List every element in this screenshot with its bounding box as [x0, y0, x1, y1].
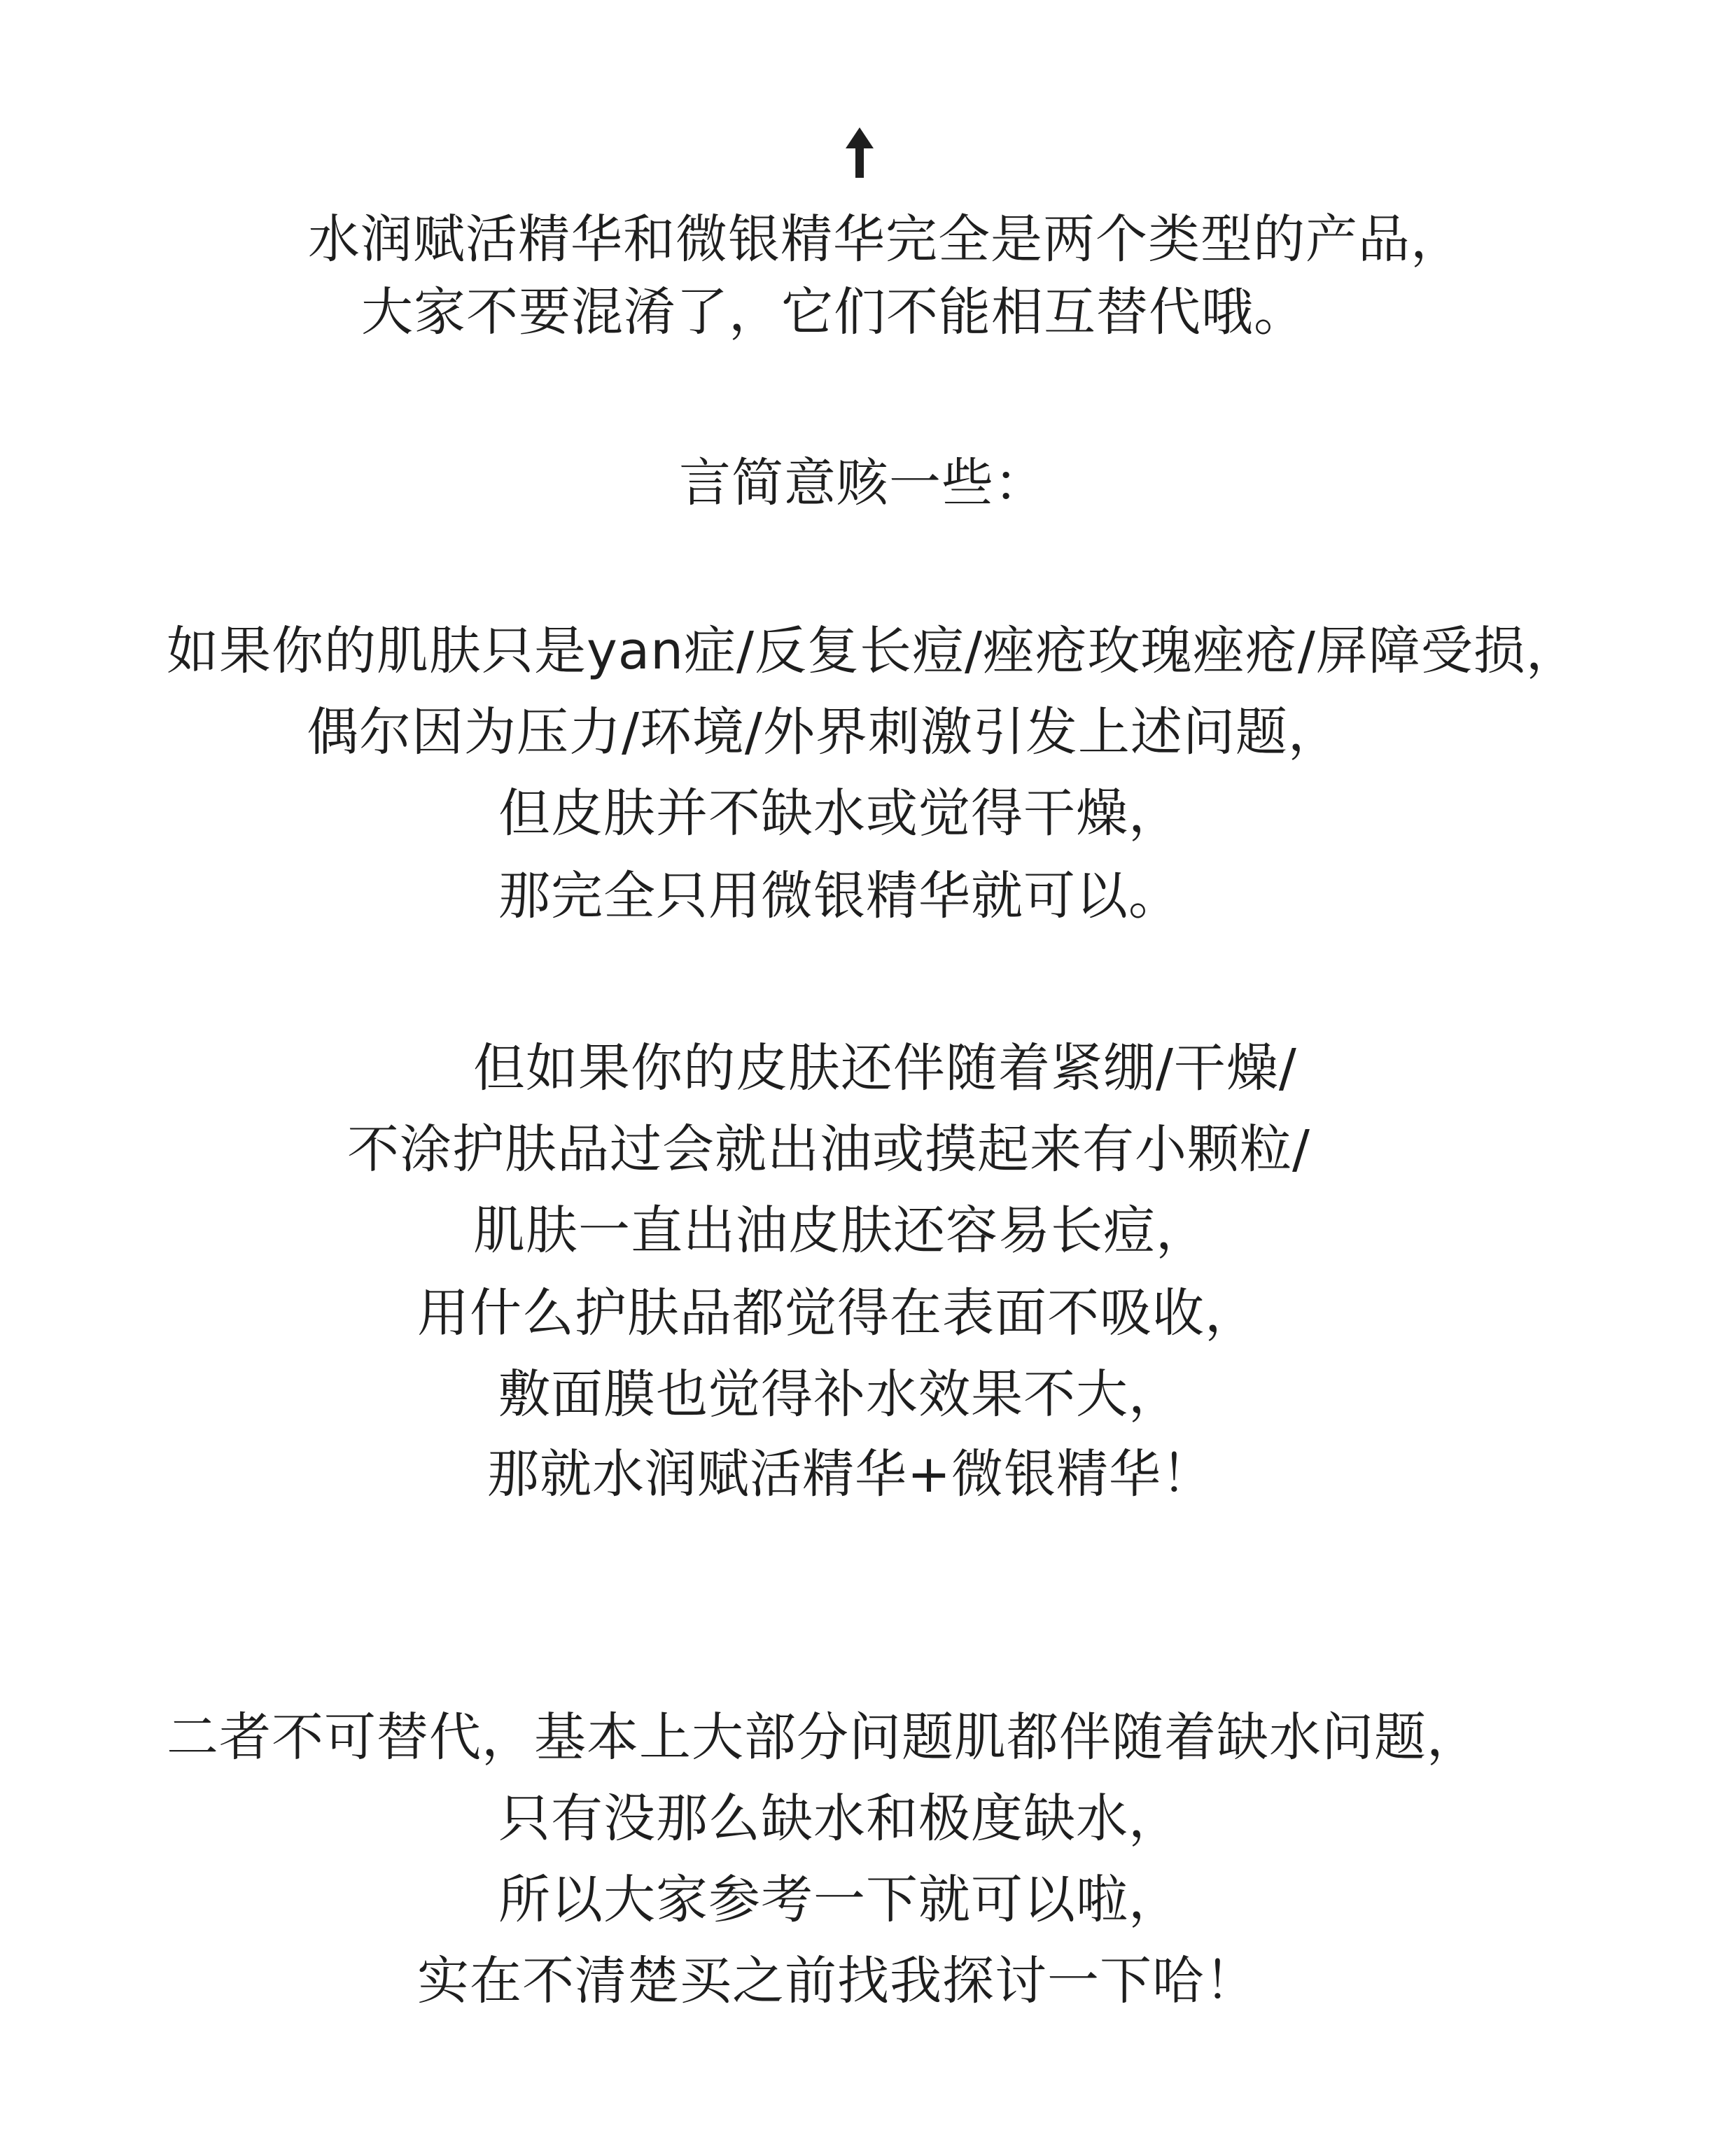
paragraph-line: 二者不可替代，基本上大部分问题肌都伴随着缺水问题， — [167, 1707, 1479, 1768]
paragraph-line: 但如果你的皮肤还伴随着紧绷/干燥/ — [473, 1038, 1297, 1098]
up-arrow-icon — [839, 125, 881, 181]
paragraph-line: 那就水润赋活精华+微银精华！ — [487, 1444, 1214, 1504]
paragraph-line: 那完全只用微银精华就可以。 — [498, 866, 1181, 926]
intro-line: 水润赋活精华和微银精华完全是两个类型的产品， — [308, 209, 1463, 270]
intro-line: 大家不要混淆了，它们不能相互替代哦。 — [361, 282, 1306, 342]
paragraph-line: 用什么护肤品都觉得在表面不吸收， — [417, 1283, 1257, 1343]
paragraph-line: 敷面膜也觉得补水效果不大， — [498, 1364, 1181, 1424]
summary-heading: 言简意赅一些： — [679, 453, 1046, 513]
paragraph-line: 偶尔因为压力/环境/外界刺激引发上述问题， — [307, 702, 1340, 762]
paragraph-line: 只有没那么缺水和极度缺水， — [498, 1788, 1181, 1849]
paragraph-line: 肌肤一直出油皮肤还容易长痘， — [473, 1200, 1208, 1261]
paragraph-line: 所以大家参考一下就可以啦， — [498, 1870, 1181, 1930]
paragraph-line: 实在不清楚买之前找我探讨一下哈！ — [417, 1951, 1257, 2011]
paragraph-line: 不涂护肤品过会就出油或摸起来有小颗粒/ — [347, 1119, 1310, 1180]
paragraph-line: 如果你的肌肤只是yan症/反复长痘/痤疮玫瑰痤疮/屏障受损， — [167, 621, 1578, 681]
paragraph-line: 但皮肤并不缺水或觉得干燥， — [498, 783, 1181, 844]
